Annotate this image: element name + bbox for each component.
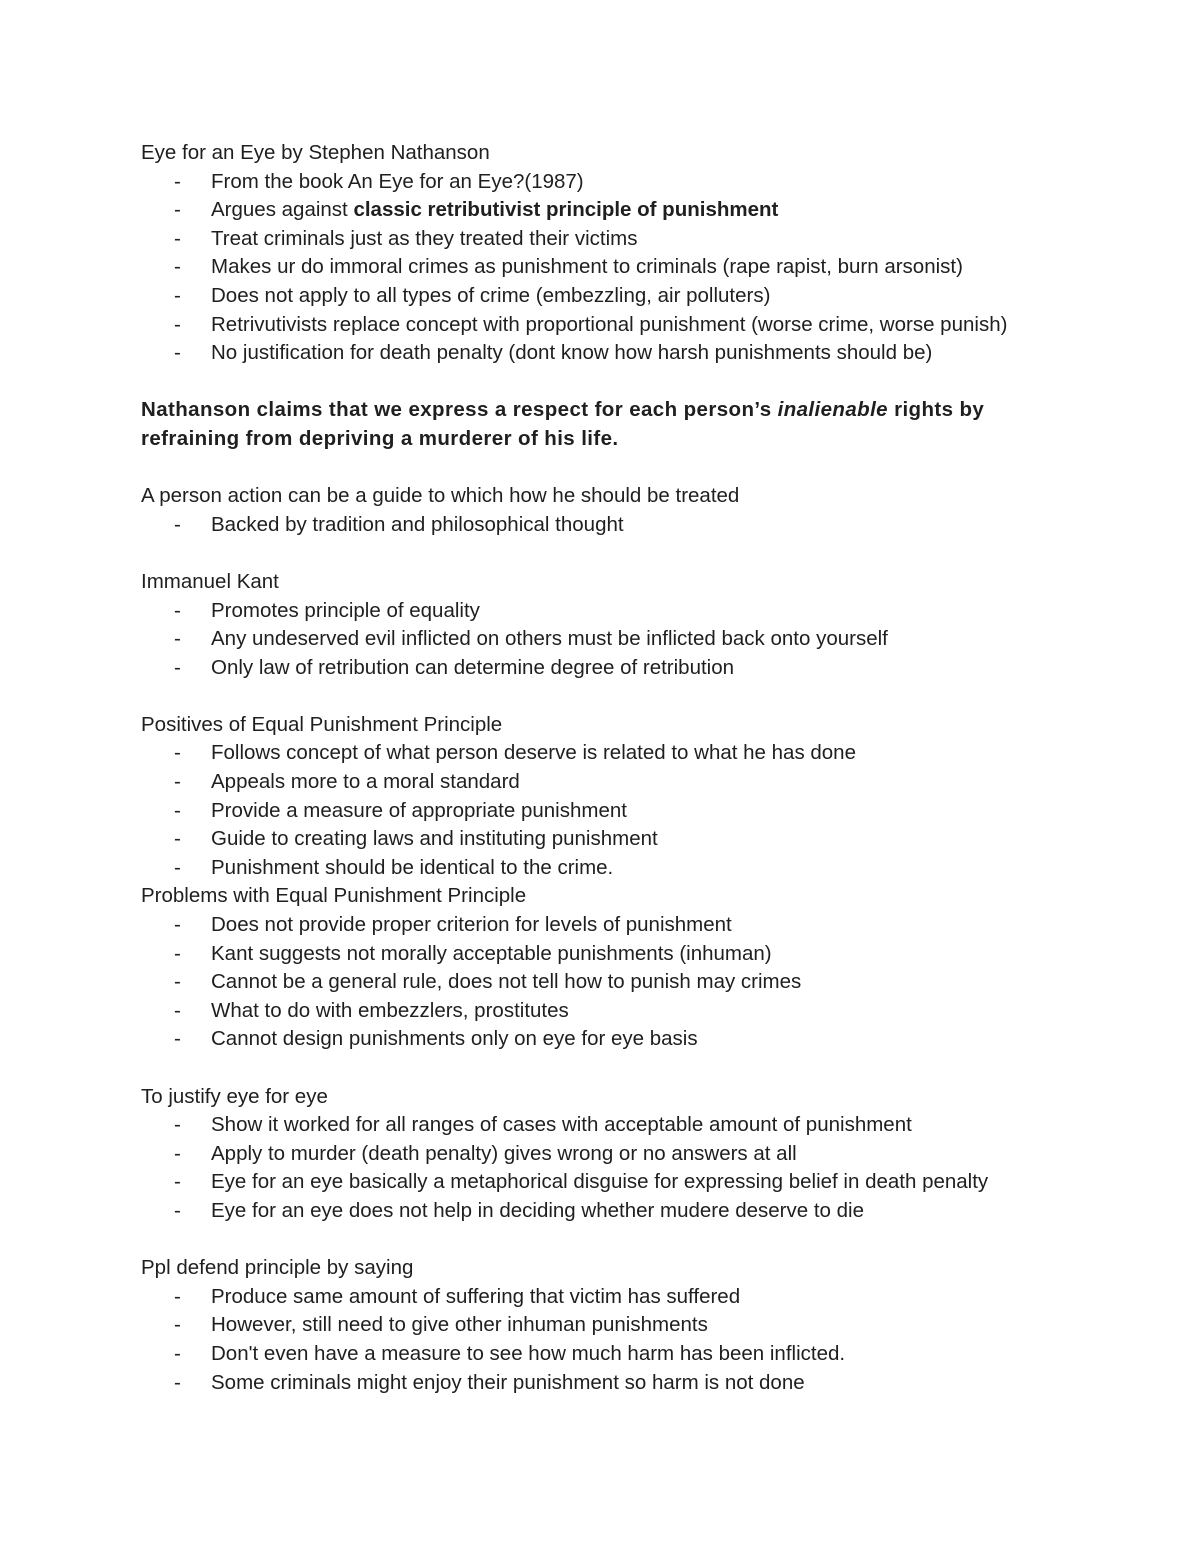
list-item-text: Produce same amount of suffering that victim has suffered	[211, 1284, 741, 1308]
list-item-bold-text: classic retributivist principle of punishment	[353, 198, 779, 222]
list-item	[141, 968, 1101, 997]
bullet-dash: -	[174, 770, 181, 794]
bullet-dash: -	[174, 998, 181, 1022]
list-item-text: No justification for death penalty (dont know how harsh punishments should be)	[211, 341, 933, 365]
list-item-text: Makes ur do immoral crimes as punishment to criminals (rape rapist, burn arsonist)	[211, 255, 963, 279]
list-item	[141, 511, 1101, 540]
list-item	[141, 739, 1101, 768]
bullet-dash: -	[174, 1027, 181, 1051]
bullet-dash: -	[174, 1141, 181, 1165]
list-item-text: However, still need to give other inhuman punishments	[211, 1313, 708, 1337]
list-item-text: Cannot design punishments only on eye for eye basis	[211, 1027, 698, 1051]
list-item-text: Follows concept of what person deserve is related to what he has done	[211, 741, 856, 765]
spacer	[141, 1226, 1101, 1255]
spacer	[141, 454, 1101, 483]
list-item-text: Eye for an eye does not help in deciding whether mudere deserve to die	[211, 1198, 864, 1222]
bullet-dash: -	[174, 741, 181, 765]
spacer	[141, 682, 1101, 711]
bullet-dash: -	[174, 1113, 181, 1137]
list-item	[141, 168, 1101, 197]
list-item-text: Promotes principle of equality	[211, 598, 480, 622]
list-item	[141, 1111, 1101, 1140]
document-page	[141, 139, 1101, 1397]
bullet-dash: -	[174, 827, 181, 851]
bullet-dash: -	[174, 341, 181, 365]
list-item-text: Don't even have a measure to see how much harm has been inflicted.	[211, 1341, 846, 1365]
bullet-dash: -	[174, 1284, 181, 1308]
section-heading-immanuel-kant: Immanuel Kant	[141, 569, 279, 593]
list-item	[141, 1197, 1101, 1226]
list-item-text: Eye for an eye basically a metaphorical disguise for expressing belief in death penalty	[211, 1170, 989, 1194]
list-item	[141, 311, 1101, 340]
list-item	[141, 854, 1101, 883]
bullet-dash: -	[174, 655, 181, 679]
list-item-text: Treat criminals just as they treated their victims	[211, 226, 638, 250]
bullet-dash: -	[174, 1170, 181, 1194]
list-item-text: Only law of retribution can determine degree of retribution	[211, 655, 735, 679]
list-item-text: Any undeserved evil inflicted on others must be inflicted back onto yourself	[211, 627, 888, 651]
spacer	[141, 539, 1101, 568]
list-item-text: Appeals more to a moral standard	[211, 770, 520, 794]
spacer	[141, 368, 1101, 397]
list-item	[141, 1283, 1101, 1312]
claim-line-1	[141, 396, 1101, 425]
bullet-dash: -	[174, 312, 181, 336]
list-item-text: Apply to murder (death penalty) gives wrong or no answers at all	[211, 1141, 797, 1165]
list-item-text: Guide to creating laws and instituting punishment	[211, 827, 658, 851]
list-item-text: Backed by tradition and philosophical thought	[211, 512, 624, 536]
list-item	[141, 1311, 1101, 1340]
bullet-dash: -	[174, 198, 181, 222]
section-heading-positives: Positives of Equal Punishment Principle	[141, 712, 503, 736]
list-item-text: Cannot be a general rule, does not tell how to punish may crimes	[211, 970, 802, 994]
list-item	[141, 654, 1101, 683]
list-item	[141, 1140, 1101, 1169]
list-item	[141, 797, 1101, 826]
section-heading-problems: Problems with Equal Punishment Principle	[141, 884, 527, 908]
bullet-dash: -	[174, 512, 181, 536]
list-item	[141, 1340, 1101, 1369]
list-item-text: Some criminals might enjoy their punishment so harm is not done	[211, 1370, 805, 1394]
list-item-text: Retrivutivists replace concept with proportional punishment (worse crime, worse punish)	[211, 312, 1008, 336]
list-item	[141, 1369, 1101, 1398]
claim-text: Nathanson claims that we express a respect for each person’s	[141, 398, 778, 422]
list-item-text: Provide a measure of appropriate punishment	[211, 798, 627, 822]
list-item	[141, 225, 1101, 254]
list-item	[141, 911, 1101, 940]
list-item-text: Argues against	[211, 198, 354, 222]
list-item	[141, 997, 1101, 1026]
list-item	[141, 196, 1101, 225]
list-item	[141, 253, 1101, 282]
bullet-dash: -	[174, 169, 181, 193]
claim-italic-text: inalienable	[777, 398, 888, 422]
list-item-text: Does not apply to all types of crime (embezzling, air polluters)	[211, 283, 771, 307]
bullet-dash: -	[174, 1341, 181, 1365]
list-item	[141, 825, 1101, 854]
bullet-dash: -	[174, 226, 181, 250]
claim-line-2: refraining from depriving a murderer of his life.	[141, 426, 619, 450]
bullet-dash: -	[174, 1313, 181, 1337]
bullet-dash: -	[174, 855, 181, 879]
spacer	[141, 1054, 1101, 1083]
section-heading-person-action: A person action can be a guide to which how he should be treated	[141, 484, 740, 508]
list-item-text: From the book An Eye for an Eye?(1987)	[211, 169, 584, 193]
section-heading-to-justify: To justify eye for eye	[141, 1084, 328, 1108]
bullet-dash: -	[174, 1370, 181, 1394]
section-heading-ppl-defend: Ppl defend principle by saying	[141, 1256, 414, 1280]
list-item-text: Does not provide proper criterion for levels of punishment	[211, 913, 732, 937]
list-item	[141, 597, 1101, 626]
bullet-dash: -	[174, 941, 181, 965]
bullet-dash: -	[174, 283, 181, 307]
bullet-dash: -	[174, 627, 181, 651]
list-item	[141, 768, 1101, 797]
list-item-text: Kant suggests not morally acceptable punishments (inhuman)	[211, 941, 772, 965]
bullet-dash: -	[174, 970, 181, 994]
bullet-dash: -	[174, 598, 181, 622]
list-item	[141, 1025, 1101, 1054]
bullet-dash: -	[174, 913, 181, 937]
list-item-text: Show it worked for all ranges of cases with acceptable amount of punishment	[211, 1113, 912, 1137]
list-item	[141, 940, 1101, 969]
bullet-dash: -	[174, 798, 181, 822]
list-item	[141, 1168, 1101, 1197]
list-item	[141, 282, 1101, 311]
bullet-dash: -	[174, 1198, 181, 1222]
list-item	[141, 339, 1101, 368]
bullet-dash: -	[174, 255, 181, 279]
list-item-text: Punishment should be identical to the crime.	[211, 855, 614, 879]
list-item	[141, 625, 1101, 654]
list-item-text: What to do with embezzlers, prostitutes	[211, 998, 569, 1022]
claim-text: rights by	[887, 398, 985, 422]
section-heading-eye-for-an-eye: Eye for an Eye by Stephen Nathanson	[141, 141, 490, 164]
